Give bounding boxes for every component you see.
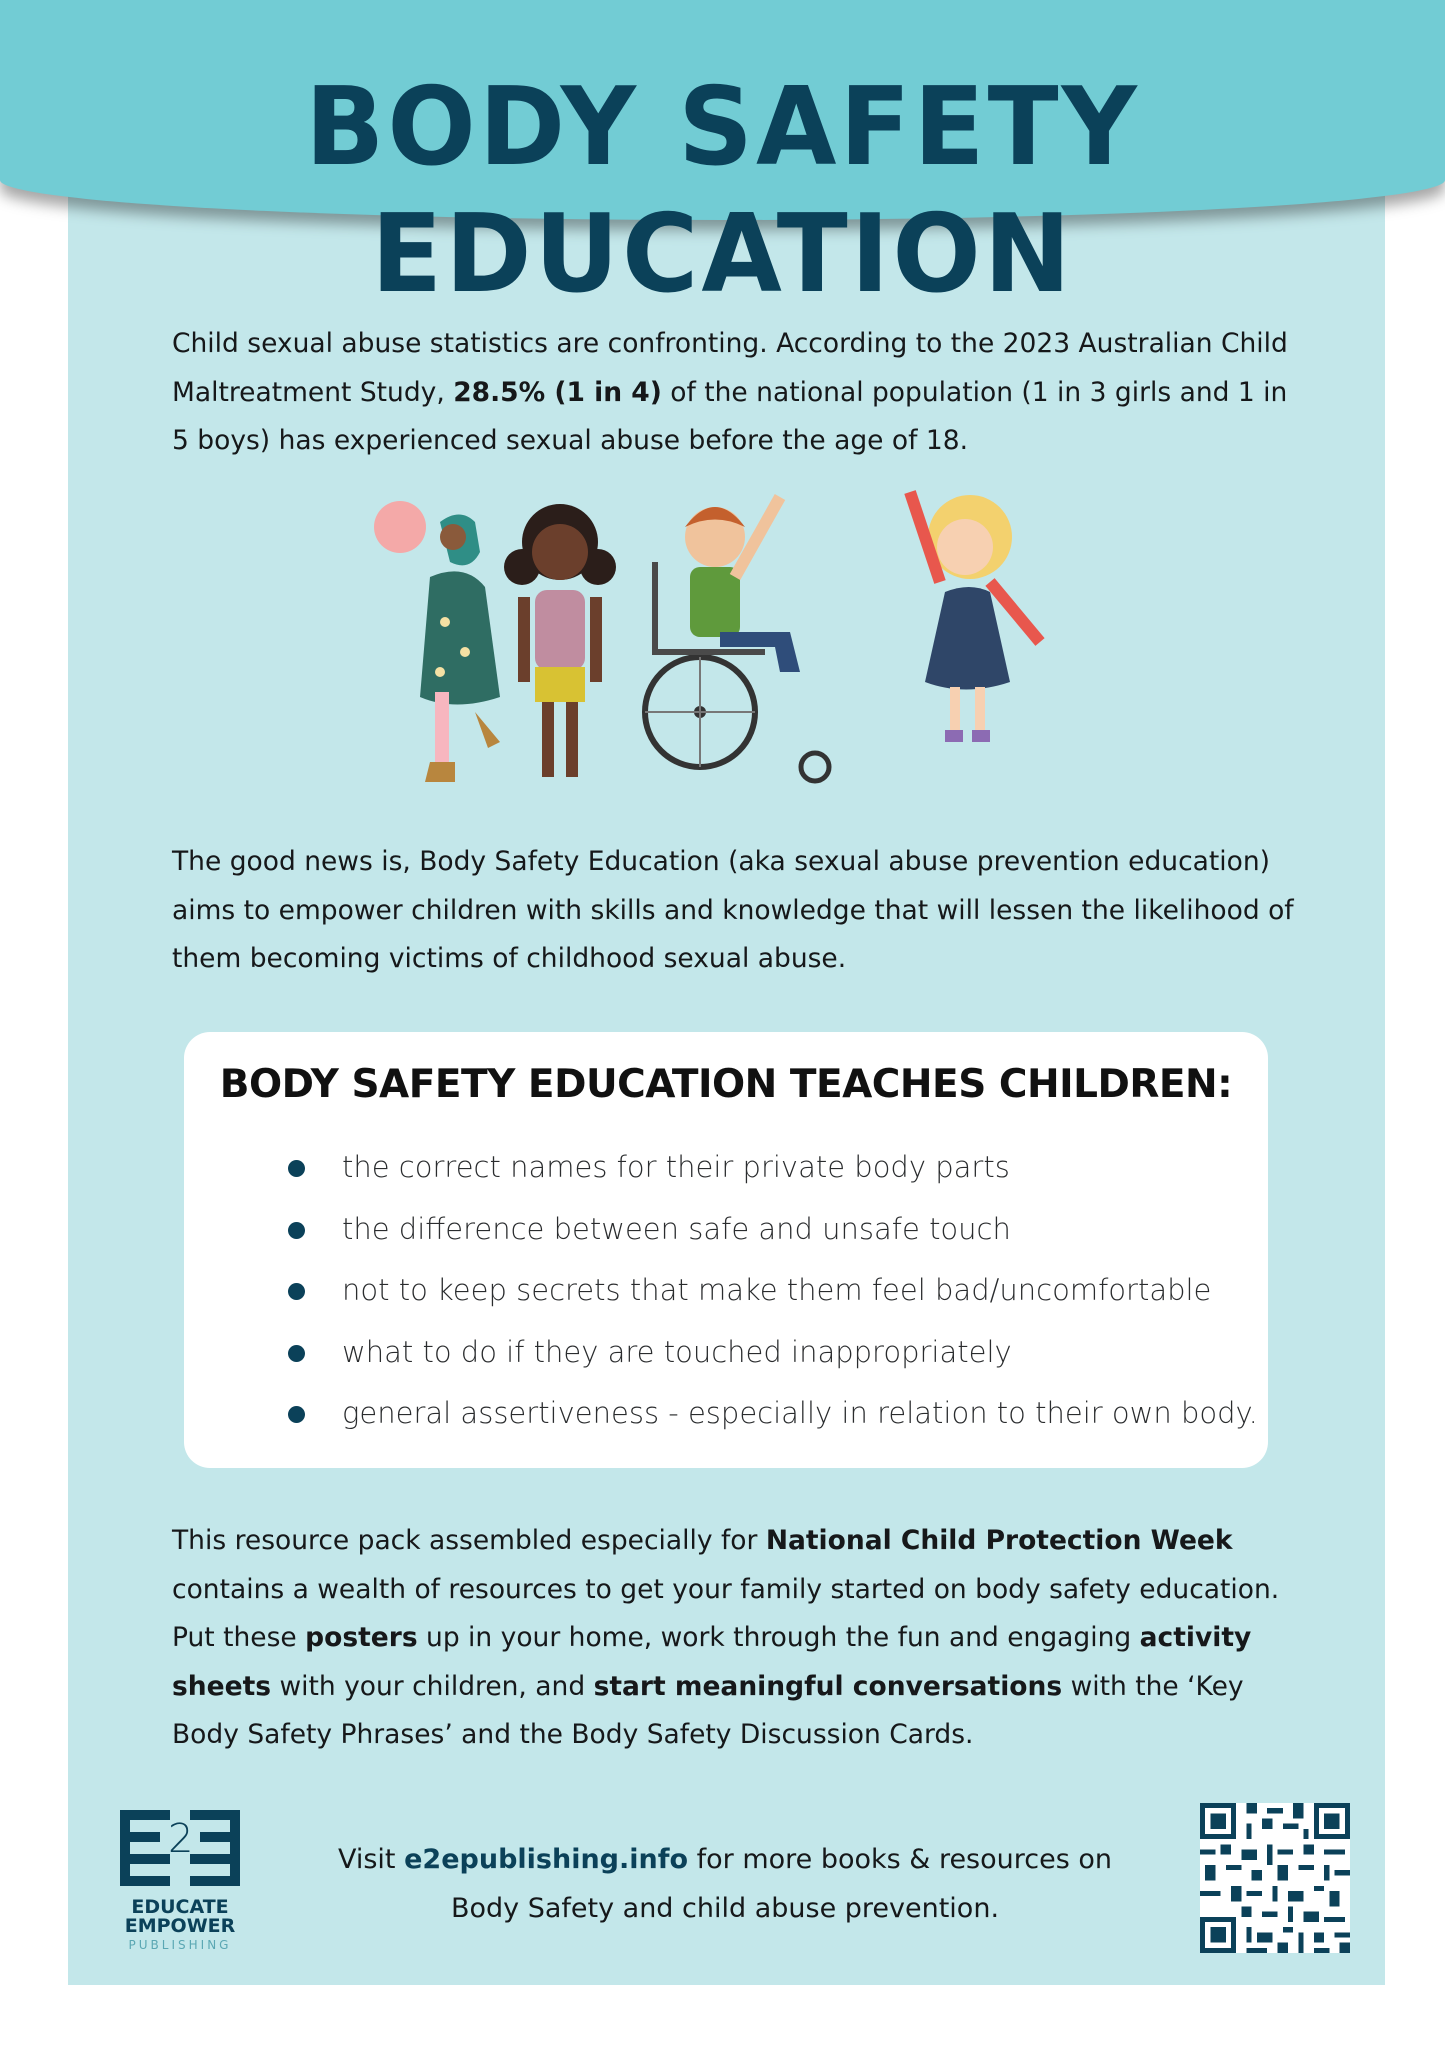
intro-statistic: 28.5% (1 in 4) bbox=[453, 376, 662, 408]
title-banner bbox=[0, 0, 1445, 317]
resource-emphasis: start meaningful conversations bbox=[593, 1670, 1063, 1702]
resource-emphasis: activity sheets bbox=[172, 1622, 1252, 1702]
list-item-text: general assertiveness - especially in relation to their own body. bbox=[342, 1396, 1258, 1430]
children-illustration bbox=[360, 482, 1100, 812]
logo-numeral: 2 bbox=[168, 1816, 194, 1862]
visit-suffix: for more books & resources on bbox=[688, 1844, 1113, 1875]
visit-text bbox=[300, 1835, 1150, 1933]
page-title: BODY SAFETY EDUCATION bbox=[305, 63, 1140, 317]
girl-with-ball bbox=[374, 501, 500, 782]
visit-line-two: Body Safety and child abuse prevention. bbox=[450, 1893, 1000, 1924]
bullet-icon bbox=[288, 1283, 305, 1300]
teaches-box bbox=[184, 1032, 1268, 1468]
list-item bbox=[288, 1388, 1258, 1450]
teaches-list bbox=[288, 1142, 1258, 1450]
resource-emphasis: National Child Protection Week bbox=[765, 1525, 1233, 1556]
girl-with-pigtails bbox=[504, 504, 616, 777]
intro-text-start: Child sexual abuse statistics are confronting. According to the 2023 Australian Child Maltreatment Study, bbox=[172, 328, 1288, 408]
website-link[interactable]: e2epublishing.info bbox=[404, 1844, 689, 1875]
logo-wordmark bbox=[120, 1898, 240, 1936]
bullet-icon bbox=[288, 1345, 305, 1362]
resource-text: with your children, and bbox=[271, 1670, 594, 1702]
boy-in-wheelchair bbox=[645, 497, 829, 781]
list-item bbox=[288, 1204, 1258, 1266]
resource-text: up in your home, work through the fun and engaging bbox=[417, 1622, 1140, 1653]
list-item bbox=[288, 1327, 1258, 1389]
resource-paragraph bbox=[172, 1517, 1302, 1760]
list-item-text: not to keep secrets that make them feel bad/uncomfortable bbox=[342, 1273, 1212, 1307]
logo-line-empower: EMPOWER bbox=[124, 1915, 236, 1937]
bullet-icon bbox=[288, 1222, 305, 1239]
visit-prefix: Visit bbox=[337, 1844, 405, 1875]
list-item bbox=[288, 1142, 1258, 1204]
bullet-icon bbox=[288, 1406, 305, 1423]
resource-emphasis: posters bbox=[305, 1622, 418, 1653]
publisher-logo bbox=[120, 1810, 240, 1955]
logo-publishing: PUBLISHING bbox=[128, 1938, 232, 1952]
logo-line-educate: EDUCATE bbox=[131, 1896, 229, 1918]
resource-text: This resource pack assembled especially for bbox=[172, 1525, 766, 1556]
resource-text: with the ‘Key Body Safety Phrases’ and the Body Safety Discussion Cards. bbox=[172, 1670, 1244, 1750]
good-news-paragraph: The good news is, Body Safety Education (aka sexual abuse prevention education) aims to empower children with skills and knowledge that will lessen the likelihood of them becoming victims of childhood sexual abuse. bbox=[172, 846, 1294, 974]
list-item-text: the difference between safe and unsafe touch bbox=[342, 1211, 1011, 1246]
teaches-heading: BODY SAFETY EDUCATION TEACHES CHILDREN: bbox=[219, 1062, 1233, 1107]
qr-code-icon[interactable] bbox=[1200, 1803, 1350, 1953]
blonde-girl bbox=[910, 492, 1040, 742]
list-item-text: the correct names for their private body parts bbox=[342, 1150, 1010, 1184]
intro-paragraph bbox=[172, 320, 1302, 466]
list-item-text: what to do if they are touched inappropriately bbox=[342, 1334, 1012, 1369]
list-item bbox=[288, 1265, 1258, 1327]
resource-text: contains a wealth of resources to get your family started on body safety education. Put these bbox=[172, 1573, 1280, 1653]
intro-text-end: of the national population (1 in 3 girls and 1 in 5 boys) has experienced sexual abuse before the age of 18. bbox=[172, 376, 1288, 456]
bullet-icon bbox=[288, 1160, 305, 1177]
